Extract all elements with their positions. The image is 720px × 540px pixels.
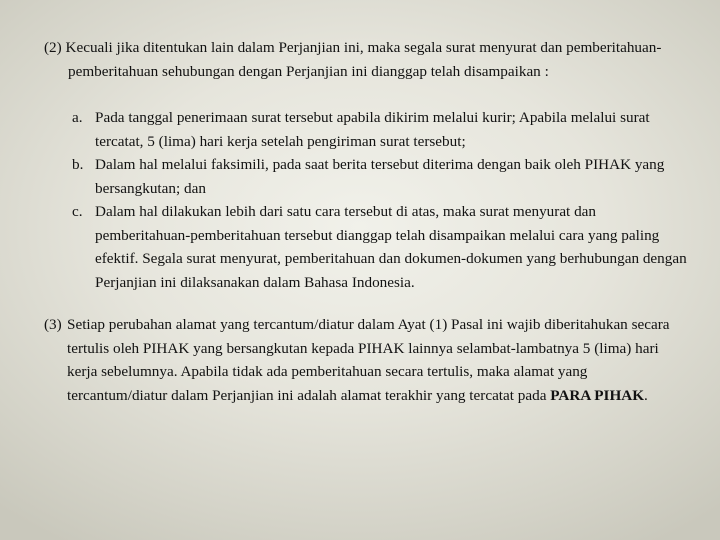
- list-item-b-letter: b.: [72, 156, 84, 173]
- list-item-c: [72, 200, 688, 294]
- list-item-a: [72, 106, 688, 153]
- list-item-a-text: Pada tanggal penerimaan surat tersebut apabila dikirim melalui kurir; Apabila melalui surat tercatat, 5 (lima) hari kerja setelah pengiriman surat tersebut;: [95, 109, 650, 150]
- list-item-c-letter: c.: [72, 203, 83, 220]
- clause-2-list: [72, 106, 688, 294]
- clause-3-emphasis: PARA PIHAK: [550, 386, 645, 404]
- list-item-c-text: Dalam hal dilakukan lebih dari satu cara tersebut di atas, maka surat menyurat dan pemberitahuan-pemberitahuan tersebut dianggap telah disampaikan melalui cara yang paling efektif. Segala surat menyurat, pemberitahuan dan dokumen-dokumen yang berhubungan dengan Perjanjian ini dilaksanakan dalam Bahasa Indonesia.: [95, 203, 687, 291]
- list-item-b: [72, 153, 688, 200]
- clause-3-number: (3): [44, 316, 62, 333]
- clause-3-end: .: [644, 386, 648, 404]
- clause-3: [44, 313, 684, 407]
- list-item-b-text: Dalam hal melalui faksimili, pada saat berita tersebut diterima dengan baik oleh PIHAK yang bersangkutan; dan: [95, 156, 665, 197]
- clause-2-number: (2): [44, 39, 62, 56]
- clause-2: [44, 36, 684, 83]
- clause-3-text: Setiap perubahan alamat yang tercantum/diatur dalam Ayat (1) Pasal ini wajib diberitahukan secara tertulis oleh PIHAK yang bersangkutan kepada PIHAK lainnya selambat-lambatnya 5 (lima) hari kerja sebelumnya. Apabila tidak ada pemberitahuan secara tertulis, maka alamat yang tercantum/diatur dalam Perjanjian ini adalah alamat terakhir yang tercatat pada: [67, 316, 670, 404]
- clause-2-text: Kecuali jika ditentukan lain dalam Perjanjian ini, maka segala surat menyurat dan pemberitahuan-pemberitahuan sehubungan dengan Perjanjian ini dianggap telah disampaikan :: [65, 39, 662, 80]
- list-item-a-letter: a.: [72, 109, 83, 126]
